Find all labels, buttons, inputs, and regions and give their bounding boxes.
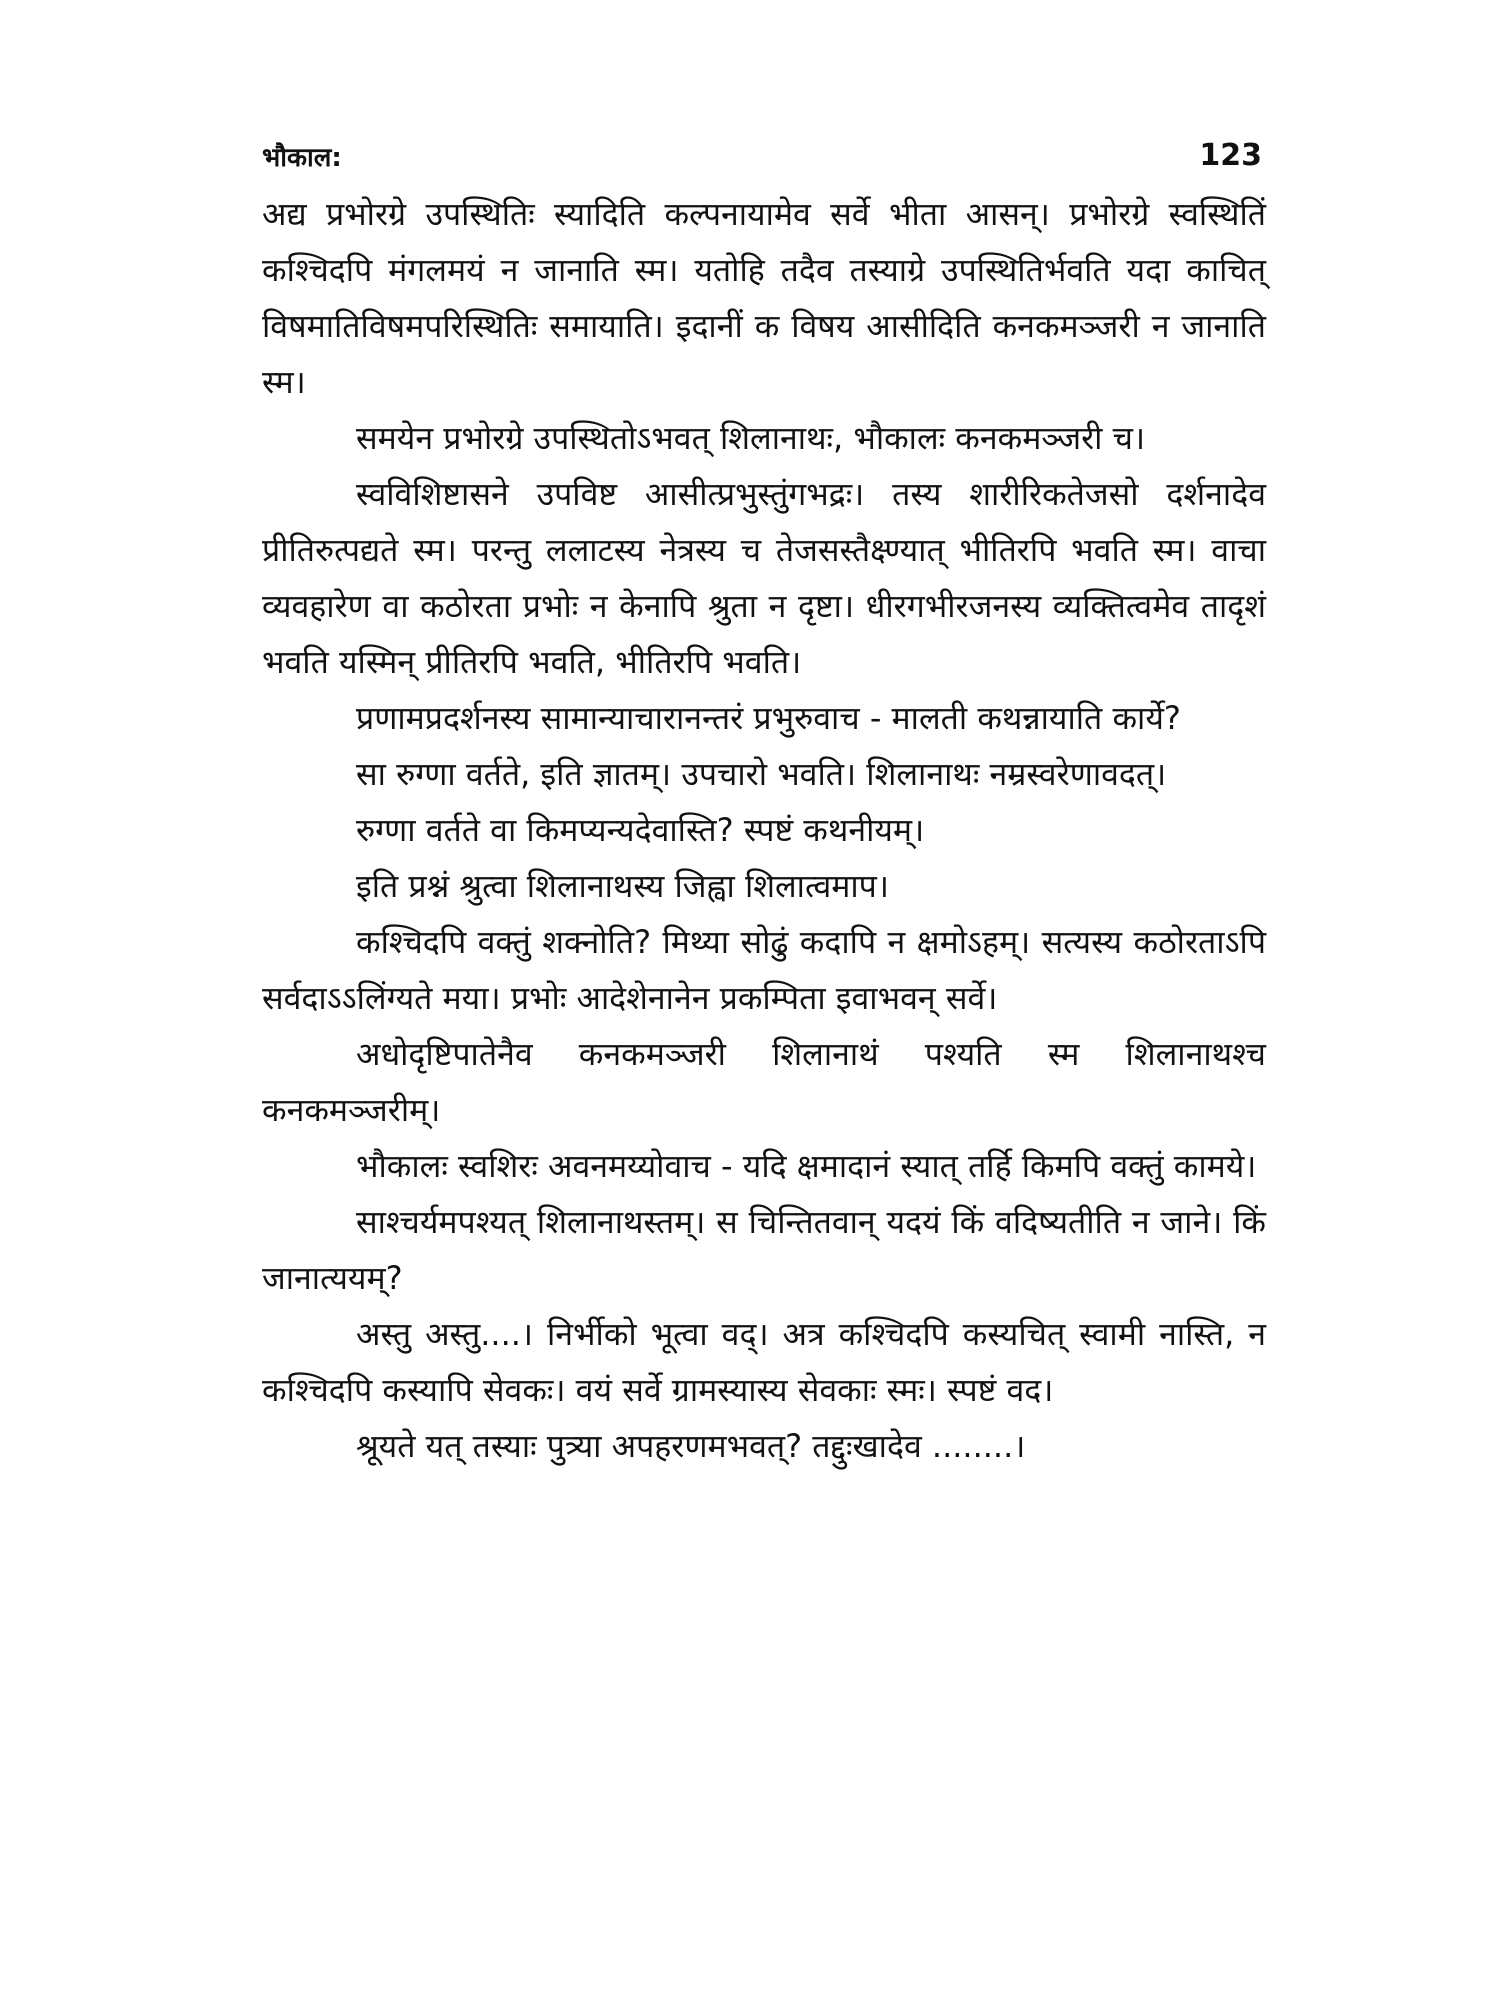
paragraph: स्वविशिष्टासने उपविष्ट आसीत्प्रभुस्तुंगभद्रः। तस्य शारीरिकतेजसो दर्शनादेव प्रीतिरुत्पद्यते स्म। परन्तु ललाटस्य नेत्रस्य च तेजसस्तैक्ष्ण्यात् भीतिरपि भवति स्म। वाचा व्यवहारेण वा कठोरता प्रभोः न केनापि श्रुता न दृष्टा। धीरगभीरजनस्य व्यक्तित्वमेव तादृशं भवति यस्मिन् प्रीतिरपि भवति, भीतिरपि भवति। [262, 475, 1266, 681]
body-text [262, 186, 1266, 1474]
paragraph: अधोदृष्टिपातेनैव कनकमञ्जरी शिलानाथं पश्यति स्म शिलानाथश्च कनकमञ्जरीम्। [262, 1035, 1266, 1129]
paragraph: श्रूयते यत् तस्याः पुत्र्या अपहरणमभवत्? तद्दुःखादेव ........। [356, 1427, 1026, 1465]
paragraph: अस्तु अस्तु....। निर्भीको भूत्वा वद्। अत्र कश्चिदपि कस्यचित् स्वामी नास्ति, न कश्चिदपि कस्यापि सेवकः। वयं सर्वे ग्रामस्यास्य सेवकाः स्मः। स्पष्टं वद। [262, 1315, 1266, 1409]
paragraph: इति प्रश्नं श्रुत्वा शिलानाथस्य जिह्वा शिलात्वमाप। [356, 867, 889, 905]
paragraph: साश्चर्यमपश्यत् शिलानाथस्तम्। स चिन्तितवान् यदयं किं वदिष्यतीति न जाने। किं जानात्ययम्? [262, 1203, 1266, 1297]
paragraph: कश्चिदपि वक्तुं शक्नोति? मिथ्या सोढुं कदापि न क्षमोऽहम्। सत्यस्य कठोरताऽपि सर्वदाऽऽलिंग्यते मया। प्रभोः आदेशेनानेन प्रकम्पिता इवाभवन् सर्वे। [262, 923, 1266, 1017]
paragraph: सा रुग्णा वर्तते, इति ज्ञातम्। उपचारो भवति। शिलानाथः नम्रस्वरेणावदत्। [356, 755, 1167, 793]
paragraph: अद्य प्रभोरग्रे उपस्थितिः स्यादिति कल्पनायामेव सर्वे भीता आसन्। प्रभोरग्रे स्वस्थितिं कश्चिदपि मंगलमयं न जानाति स्म। यतोहि तदैव तस्याग्रे उपस्थितिर्भवति यदा काचित् विषमातिविषमपरिस्थितिः समायाति। इदानीं क विषय आसीदिति कनकमञ्जरी न जानाति स्म। [262, 195, 1266, 401]
running-header [262, 138, 1262, 178]
paragraph: भौकालः स्वशिरः अवनमय्योवाच - यदि क्षमादानं स्यात् तर्हि किमपि वक्तुं कामये। [356, 1147, 1257, 1185]
section-title: भौकाल: [262, 143, 342, 173]
paragraph: रुग्णा वर्तते वा किमप्यन्यदेवास्ति? स्पष्टं कथनीयम्। [356, 811, 925, 849]
paragraph: प्रणामप्रदर्शनस्य सामान्याचारानन्तरं प्रभुरुवाच - मालती कथन्नायाति कार्ये? [356, 699, 1181, 737]
page-number: 123 [1199, 138, 1262, 173]
paragraph: समयेन प्रभोरग्रे उपस्थितोऽभवत् शिलानाथः, भौकालः कनकमञ्जरी च। [356, 419, 1146, 457]
